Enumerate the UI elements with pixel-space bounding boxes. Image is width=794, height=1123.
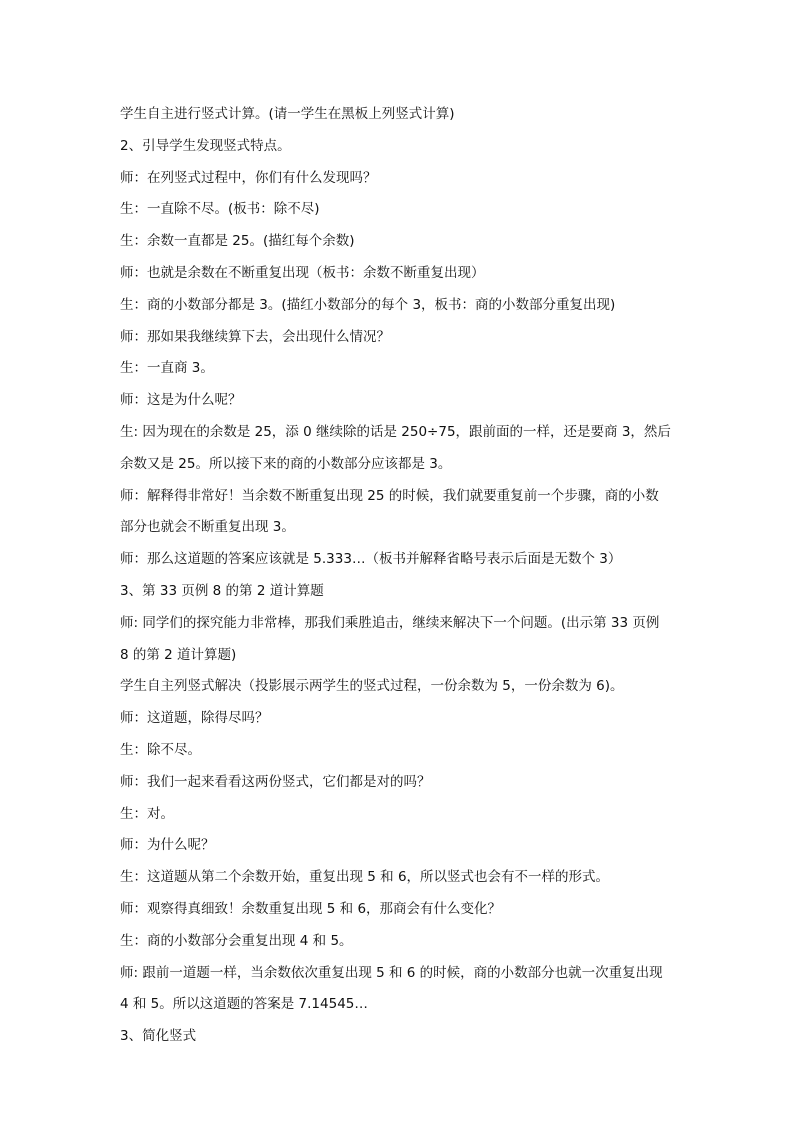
- text-line: 师：我们一起来看看这两份竖式，它们都是对的吗？: [120, 773, 431, 790]
- document-body: [120, 99, 680, 1053]
- text-line: 生：这道题从第二个余数开始，重复出现 5 和 6，所以竖式也会有不一样的形式。: [120, 869, 610, 886]
- section-heading: 3、第 33 页例 8 的第 2 道计算题: [120, 582, 324, 599]
- text-line: 师: 同学们的探究能力非常棒，那我们乘胜追击，继续来解决下一个问题。(出示第 33 页例: [120, 614, 660, 631]
- text-line: 部分也就会不断重复出现 3。: [120, 519, 295, 536]
- text-line: 生：对。: [120, 805, 174, 822]
- text-line: 学生自主列竖式解决（投影展示两学生的竖式过程，一份余数为 5，一份余数为 6)。: [120, 678, 624, 695]
- text-line: 余数又是 25。所以接下来的商的小数部分应该都是 3。: [120, 455, 452, 472]
- text-line: 生: 因为现在的余数是 25，添 0 继续除的话是 250÷75，跟前面的一样，还是要商 3，然后: [120, 423, 671, 440]
- text-line: 师：解释得非常好！当余数不断重复出现 25 的时候，我们就要重复前一个步骤，商的小数: [120, 487, 659, 504]
- text-line: 生：商的小数部分都是 3。(描红小数部分的每个 3，板书：商的小数部分重复出现): [120, 296, 616, 313]
- section-heading: 3、简化竖式: [120, 1028, 197, 1045]
- text-line: 师：也就是余数在不断重复出现（板书：余数不断重复出现）: [120, 264, 485, 281]
- text-line: 师：这道题，除得尽吗？: [120, 710, 269, 727]
- section-heading: 2、引导学生发现竖式特点。: [120, 137, 291, 154]
- text-line: 生：除不尽。: [120, 741, 201, 758]
- text-line: 师：那如果我继续算下去，会出现什么情况？: [120, 328, 390, 345]
- text-line: 4 和 5。所以这道题的答案是 7.14545…: [120, 996, 368, 1013]
- text-line: 生：一直商 3。: [120, 360, 214, 377]
- text-line: 生：余数一直都是 25。(描红每个余数): [120, 233, 355, 250]
- text-line: 8 的第 2 道计算题): [120, 646, 237, 663]
- text-line: 学生自主进行竖式计算。(请一学生在黑板上列竖式计算): [120, 106, 455, 122]
- text-line: 生：一直除不尽。(板书：除不尽): [120, 201, 320, 218]
- text-line: 师：为什么呢？: [120, 837, 215, 854]
- text-line: 生：商的小数部分会重复出现 4 和 5。: [120, 932, 353, 949]
- text-line: 师：在列竖式过程中，你们有什么发现吗？: [120, 169, 377, 186]
- text-line: 师: 跟前一道题一样，当余数依次重复出现 5 和 6 的时候，商的小数部分也就一次重复出现: [120, 964, 663, 981]
- text-line: 师：那么这道题的答案应该就是 5.333…（板书并解释省略号表示后面是无数个 3）: [120, 551, 622, 568]
- text-line: 师：这是为什么呢？: [120, 392, 242, 409]
- text-line: 师：观察得真细致！余数重复出现 5 和 6，那商会有什么变化？: [120, 900, 502, 917]
